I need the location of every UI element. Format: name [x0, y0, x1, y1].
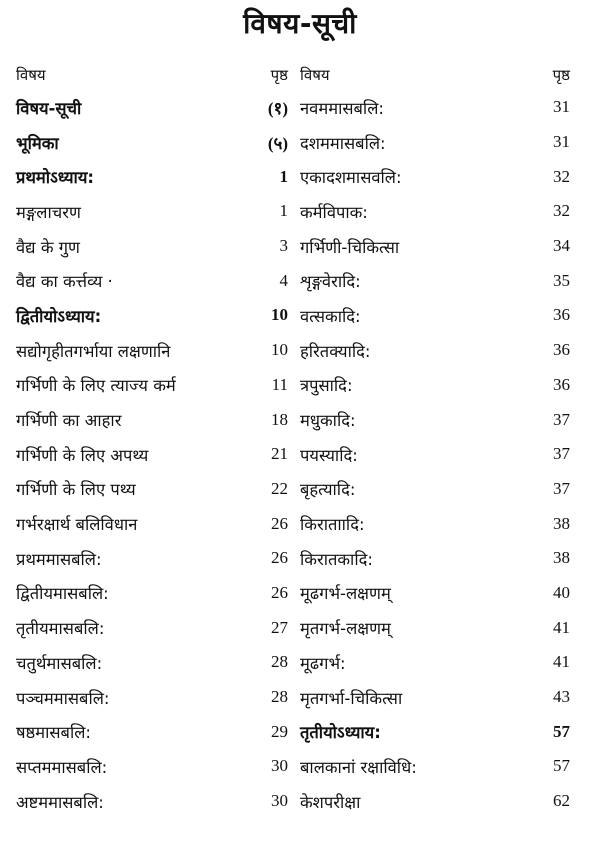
toc-entry: [16, 402, 288, 437]
toc-entry: [300, 680, 570, 715]
toc-entry-title: तृतीयोऽध्याय:: [300, 723, 381, 743]
toc-entry-title: मूढगर्भ:: [300, 653, 346, 673]
toc-entry: [16, 749, 288, 784]
toc-entry-title: तृतीयमासबलि:: [16, 619, 105, 639]
toc-entry-page: 30: [271, 791, 288, 811]
toc-entry: [300, 194, 570, 229]
toc-entry-page: 30: [271, 756, 288, 776]
toc-entry: [300, 263, 570, 298]
toc-entry: [300, 541, 570, 576]
toc-entry: [300, 402, 570, 437]
toc-entry-page: 3: [279, 236, 288, 256]
toc-entry: [16, 194, 288, 229]
toc-entry-page: 29: [271, 721, 288, 741]
toc-entry-page: 62: [553, 791, 570, 811]
toc-entry-title: वत्सकादि:: [300, 306, 361, 326]
toc-entry-title: वैद्य के गुण: [16, 237, 80, 257]
toc-list-right: [300, 90, 570, 818]
page-header: पृष्ठ: [270, 66, 288, 84]
toc-entry-title: किरातकादि:: [300, 549, 373, 569]
toc-entry: [16, 333, 288, 368]
toc-entry-page: 26: [271, 548, 288, 568]
toc-entry: [16, 576, 288, 611]
toc-entry-page: 26: [271, 582, 288, 602]
toc-entry-page: 35: [553, 270, 570, 290]
toc-entry: [300, 159, 570, 194]
toc-entry-page: 38: [553, 513, 570, 533]
toc-entry: [300, 125, 570, 160]
toc-entry-page: 22: [271, 478, 288, 498]
toc-entry-page: 32: [553, 201, 570, 221]
toc-entry: [16, 645, 288, 680]
toc-entry-title: बृहत्यादि:: [300, 480, 356, 500]
toc-entry-page: 28: [271, 652, 288, 672]
toc-entry: [300, 610, 570, 645]
toc-entry: [16, 263, 288, 298]
toc-entry: [300, 576, 570, 611]
toc-entry-title: मङ्गलाचरण: [16, 202, 81, 222]
toc-entry: [300, 333, 570, 368]
toc-entry-page: 11: [271, 374, 288, 394]
page-header: पृष्ठ: [552, 66, 570, 84]
toc-entry-title: गर्भिणी-चिकित्सा: [300, 237, 400, 257]
toc-entry-title: पञ्चममासबलि:: [16, 688, 110, 708]
toc-entry-title: गर्भिणी का आहार: [16, 411, 122, 431]
toc-entry-title: किराताादि:: [300, 515, 365, 535]
toc-entry-page: 4: [279, 270, 288, 290]
page-title: विषय-सूची: [243, 7, 357, 40]
column-header-right: [300, 60, 570, 90]
toc-entry-page: 40: [553, 582, 570, 602]
toc-entry-page: 18: [271, 409, 288, 429]
toc-entry-page: 36: [553, 374, 570, 394]
toc-entry-title: मृतगर्भ-लक्षणम्: [300, 619, 391, 639]
toc-entry: [16, 368, 288, 403]
toc-entry-page: 32: [553, 166, 570, 186]
toc-entry-title: सप्तममासबलि:: [16, 757, 108, 777]
toc-entry-page: 37: [553, 478, 570, 498]
toc-entry-title: गर्भिणी के लिए त्याज्य कर्म: [16, 376, 176, 396]
toc-entry-title: मृतगर्भा-चिकित्सा: [300, 688, 403, 708]
toc-entry-page: 43: [553, 687, 570, 707]
toc-entry-title: कर्मविपाक:: [300, 202, 368, 222]
toc-entry-title: बालकानां रक्षाविधि:: [300, 757, 417, 777]
toc-entry-page: 41: [553, 617, 570, 637]
toc-entry: [16, 437, 288, 472]
column-header-left: [16, 60, 288, 90]
toc-entry: [16, 229, 288, 264]
toc-entry: [16, 125, 288, 160]
toc-entry-title: पयस्यादि:: [300, 445, 358, 465]
toc-entry-title: हरितक्यादि:: [300, 341, 371, 361]
toc-entry: [16, 714, 288, 749]
toc-entry-title: चतुर्थमासबलि:: [16, 653, 103, 673]
toc-entry-title: द्वितीयमासबलि:: [16, 584, 109, 604]
toc-entry: [300, 749, 570, 784]
toc-entry-page: 27: [271, 617, 288, 637]
toc-entry: [300, 298, 570, 333]
toc-entry-page: 57: [553, 756, 570, 776]
toc-entry-page: 21: [271, 444, 288, 464]
toc-entry-page: 1: [279, 201, 288, 221]
toc-entry: [300, 714, 570, 749]
toc-entry-title: विषय-सूची: [16, 98, 82, 118]
toc-entry: [300, 784, 570, 819]
toc-list-left: [16, 90, 288, 818]
toc-entry-page: 36: [553, 340, 570, 360]
toc-entry-title: नवममासबलि:: [300, 98, 384, 118]
toc-column-left: [16, 60, 288, 818]
toc-entry-title: वैद्य का कर्त्तव्य ·: [16, 272, 113, 292]
toc-entry-title: गर्भिणी के लिए अपथ्य: [16, 445, 149, 465]
toc-entry-page: 31: [553, 132, 570, 152]
toc-entry-page: 37: [553, 444, 570, 464]
toc-entry-page: (१): [267, 98, 288, 118]
toc-entry-page: 57: [553, 721, 570, 741]
toc-entry-page: 28: [271, 687, 288, 707]
toc-entry-title: त्रपुसादि:: [300, 376, 353, 396]
toc-entry-title: गर्भिणी के लिए पथ्य: [16, 480, 136, 500]
toc-entry-page: 10: [271, 305, 288, 325]
toc-entry-page: 36: [553, 305, 570, 325]
toc-entry-title: शृङ्गवेरादि:: [300, 272, 361, 292]
toc-entry-page: 34: [553, 236, 570, 256]
toc-entry: [300, 472, 570, 507]
toc-entry-page: (५): [267, 133, 288, 153]
toc-entry: [16, 90, 288, 125]
toc-entry-title: मूढगर्भ-लक्षणम्: [300, 584, 391, 604]
toc-entry-page: 26: [271, 513, 288, 533]
toc-entry-title: सद्योगृहीतगर्भाया लक्षणानि: [16, 341, 171, 361]
toc-entry-title: भूमिका: [16, 133, 59, 153]
toc-entry-page: 41: [553, 652, 570, 672]
toc-entry-title: गर्भरक्षार्थ बलिविधान: [16, 515, 138, 535]
toc-entry: [16, 298, 288, 333]
toc-entry: [16, 541, 288, 576]
toc-entry: [300, 645, 570, 680]
toc-entry-title: अष्टममासबलि:: [16, 792, 104, 812]
subject-header: विषय: [300, 66, 330, 84]
toc-entry: [16, 506, 288, 541]
toc-entry-page: 38: [553, 548, 570, 568]
toc-entry-page: 31: [553, 97, 570, 117]
toc-entry-title: मधुकादि:: [300, 411, 356, 431]
toc-entry-title: प्रथमोऽध्याय:: [16, 168, 94, 188]
toc-entry-page: 1: [279, 166, 288, 186]
toc-entry: [300, 229, 570, 264]
toc-entry: [16, 159, 288, 194]
toc-entry: [16, 610, 288, 645]
toc-entry: [300, 368, 570, 403]
toc-entry-title: एकादशमासवलि:: [300, 168, 402, 188]
toc-entry-title: षष्ठमासबलि:: [16, 723, 91, 743]
toc-entry-page: 10: [271, 340, 288, 360]
toc-entry-title: प्रथममासबलि:: [16, 549, 102, 569]
toc-entry-title: केशपरीक्षा: [300, 792, 361, 812]
toc-entry-page: 37: [553, 409, 570, 429]
toc-column-right: [300, 60, 570, 818]
toc-entry-title: दशममासबलि:: [300, 133, 386, 153]
toc-entry: [300, 437, 570, 472]
toc-entry: [16, 784, 288, 819]
toc-entry: [300, 506, 570, 541]
toc-entry: [16, 680, 288, 715]
subject-header: विषय: [16, 66, 46, 84]
toc-entry: [300, 90, 570, 125]
toc-entry-title: द्वितीयोऽध्याय:: [16, 306, 102, 326]
toc-entry: [16, 472, 288, 507]
